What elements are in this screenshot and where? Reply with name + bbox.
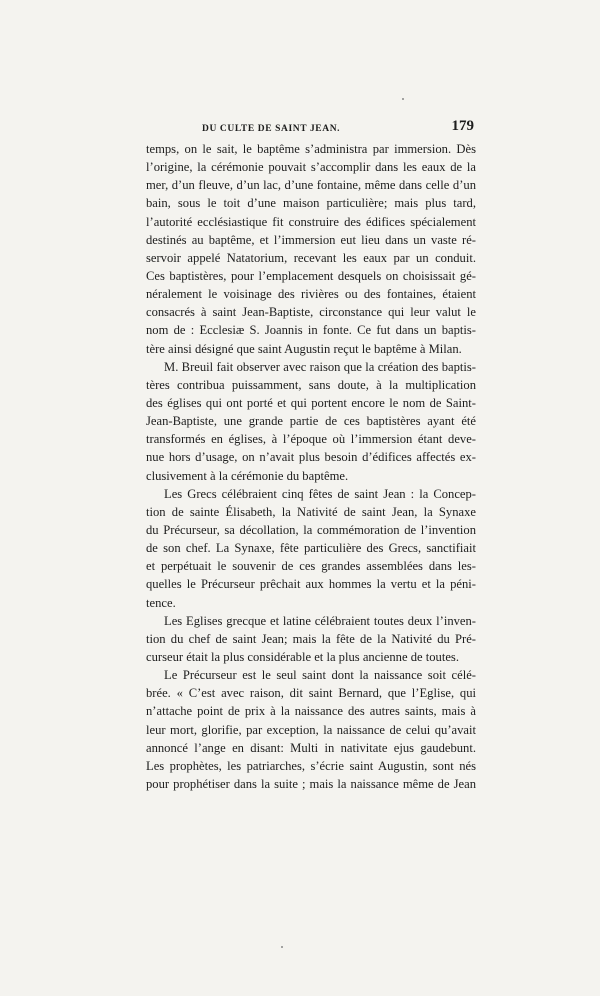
text-line: tères contribua puissamment, sans doute, à la multiplication <box>146 377 476 392</box>
text-line: l’origine, la cérémonie pouvait s’accomplir dans les eaux de la <box>146 160 476 175</box>
text-line: Le Précurseur est le seul saint dont la naissance soit célé- <box>164 668 476 683</box>
text-line: nom de : Ecclesiæ S. Joannis in fonte. Ce fut dans un baptis- <box>146 323 476 338</box>
text-line: Les Eglises grecque et latine célébraient toutes deux l’inven- <box>164 613 476 628</box>
text-line: Jean-Baptiste, une grande partie de ces baptistères ayant été <box>146 414 476 429</box>
text-line: tère ainsi désigné que saint Augustin reçut le baptême à Milan. <box>146 341 462 356</box>
text-line: néralement le voisinage des rivières ou des fontaines, étaient <box>146 287 476 302</box>
text-line: Les prophètes, les patriarches, s’écrie saint Augustin, sont nés <box>146 758 476 773</box>
text-line: servoir appelé Natatorium, recevant les eaux par un conduit. <box>146 250 476 265</box>
text-line: n’attache point de prix à la naissance des autres saints, mais à <box>146 704 476 719</box>
text-line: annoncé l’ange en disant: Multi in nativitate ejus gaudebunt. <box>146 740 476 755</box>
text-line: tion du chef de saint Jean; mais la fête de la Nativité du Pré- <box>146 631 476 646</box>
running-title: DU CULTE DE SAINT JEAN. <box>202 124 341 134</box>
text-line: l’autorité ecclésiastique fit construire des édifices spécialement <box>146 214 476 229</box>
paper-speck <box>281 946 283 948</box>
text-line: pour prophétiser dans la suite ; mais la naissance même de Jean <box>146 776 476 791</box>
text-line: consacrés à saint Jean-Baptiste, circonstance qui leur valut le <box>146 305 476 320</box>
text-line: Les Grecs célébraient cinq fêtes de saint Jean : la Concep- <box>164 486 476 501</box>
text-line: curseur était la plus considérable et la plus ancienne de toutes. <box>146 649 459 664</box>
page-number: 179 <box>451 118 474 134</box>
body-text <box>146 140 476 793</box>
text-line: M. Breuil fait observer avec raison que la création des baptis- <box>164 359 476 374</box>
text-line: mer, d’un fleuve, d’un lac, d’une fontaine, même dans celle d’un <box>146 178 476 193</box>
text-line: clusivement à la cérémonie du baptême. <box>146 468 349 483</box>
text-line: temps, on le sait, le baptême s’administra par immersion. Dès <box>146 142 476 156</box>
text-line: bain, sous le toit d’une maison particulière; mais plus tard, <box>146 196 476 211</box>
text-line: nue hors d’usage, on n’avait plus besoin d’édifices affectés ex- <box>146 450 476 465</box>
text-line: des églises qui ont porté et qui portent encore le nom de Saint- <box>146 395 476 410</box>
text-line: tion de sainte Élisabeth, la Nativité de saint Jean, la Synaxe <box>146 504 476 519</box>
text-line: de son chef. La Synaxe, fête particulière des Grecs, sanctifiait <box>146 541 476 556</box>
text-line: destinés au baptême, et l’immersion eut lieu dans un vaste ré- <box>146 232 476 247</box>
text-line: transformés en églises, à l’époque où l’immersion étant deve- <box>146 432 476 447</box>
text-line: Ces baptistères, pour l’emplacement desquels on choisissait gé- <box>146 268 476 283</box>
text-line: quelles le Précurseur prêchait aux hommes la vertu et la péni- <box>146 577 476 592</box>
text-line: et perpétuait le souvenir de ces grandes assemblées dans les- <box>146 559 476 574</box>
text-line: leur mort, glorifie, par exception, la naissance de celui qu’avait <box>146 722 476 737</box>
paper-speck <box>402 98 404 100</box>
text-line: du Précurseur, sa décollation, la commémoration de l’invention <box>146 522 476 537</box>
page-header <box>146 118 476 140</box>
text-line: brée. « C’est avec raison, dit saint Bernard, que l’Eglise, qui <box>146 686 476 701</box>
text-line: tence. <box>146 595 176 610</box>
